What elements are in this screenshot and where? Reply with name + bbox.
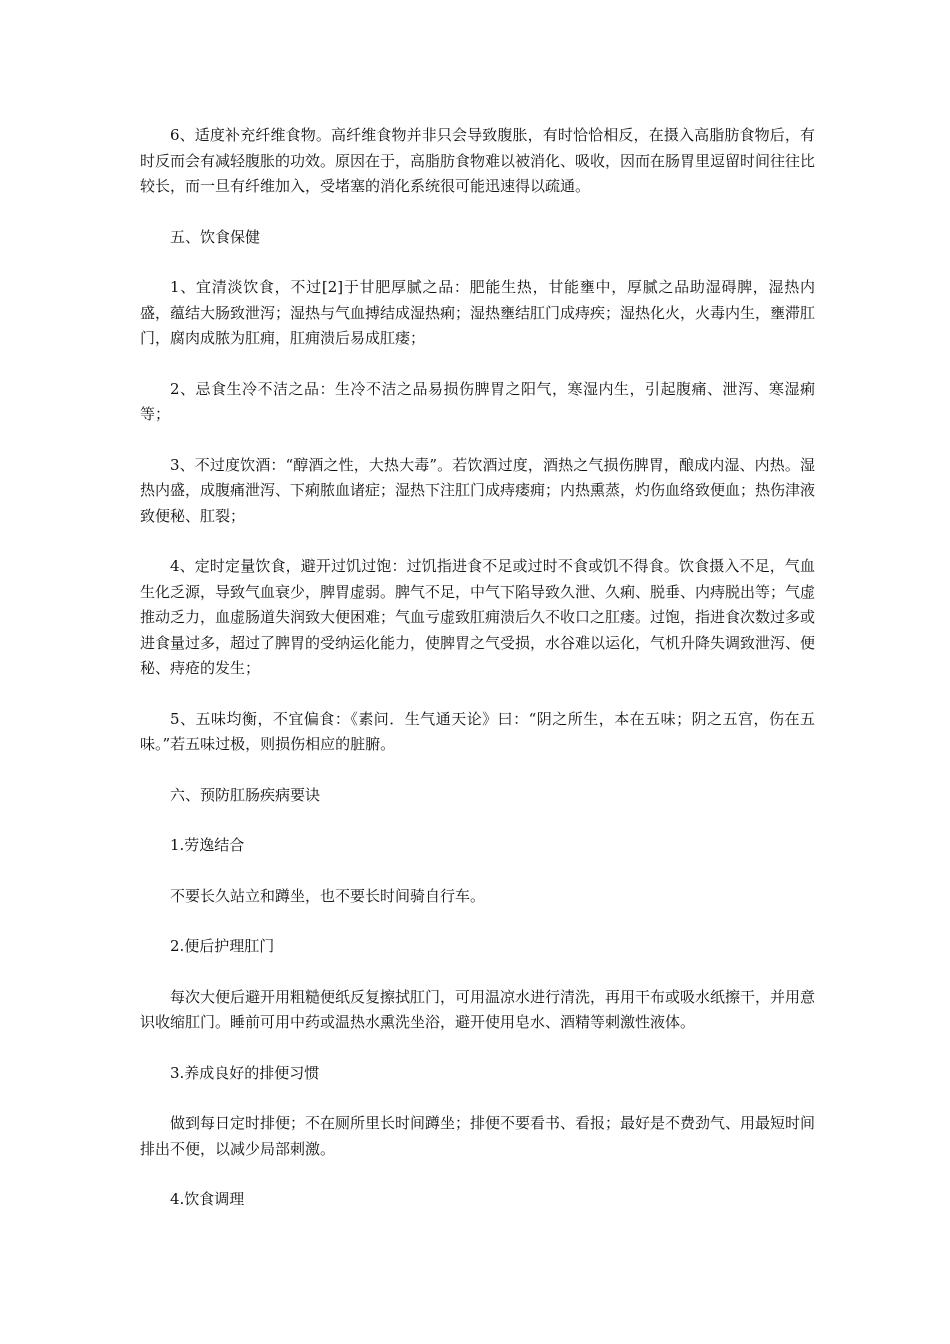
paragraph-light-diet: 1、宜清淡饮食，不过[2]于甘肥厚腻之品：肥能生热，甘能壅中，厚腻之品助湿碍脾，湿热内盛，蕴结大肠致泄泻；湿热与气血搏结成湿热痢；湿热壅结肛门成痔疾；湿热化火，火毒内生，壅滞肛门，腐肉成脓为肛痈，肛痈溃后易成肛瘘； bbox=[140, 278, 816, 347]
document-body bbox=[140, 123, 815, 1238]
subheading-anal-care: 2.便后护理肛门 bbox=[170, 937, 275, 955]
subheading-diet-regulation: 4.饮食调理 bbox=[170, 1190, 245, 1208]
paragraph-regular-meals: 4、定时定量饮食，避开过饥过饱：过饥指进食不足或过时不食或饥不得食。饮食摄入不足，气血生化乏源，导致气血衰少，脾胃虚弱。脾气不足，中气下陷导致久泄、久痢、脱垂、内痔脱出等；气虚推动乏力，血虚肠道失润致大便困难；气血亏虚致肛痈溃后久不收口之肛瘘。过饱，指进食次数过多或进食量过多，超过了脾胃的受纳运化能力，使脾胃之气受损，水谷难以运化，气机升降失调致泄泻、便秘、痔疮的发生； bbox=[140, 557, 816, 677]
subheading-work-rest: 1.劳逸结合 bbox=[170, 836, 245, 854]
paragraph-fiber-food: 6、适度补充纤维食物。高纤维食物并非只会导致腹胀，有时恰恰相反，在摄入高脂肪食物后，有时反而会有减轻腹胀的功效。原因在于，高脂肪食物难以被消化、吸收，因而在肠胃里逗留时间往往比较长，而一旦有纤维加入，受堵塞的消化系统很可能迅速得以疏通。 bbox=[140, 126, 816, 195]
paragraph-bowel-habits: 做到每日定时排便；不在厕所里长时间蹲坐；排便不要看书、看报；最好是不费劲气、用最短时间排出不便，以减少局部刺激。 bbox=[140, 1114, 816, 1158]
paragraph-work-rest: 不要长久站立和蹲坐，也不要长时间骑自行车。 bbox=[170, 886, 486, 905]
paragraph-anal-care: 每次大便后避开用粗糙便纸反复擦拭肛门，可用温凉水进行清洗，再用干布或吸水纸擦干，并用意识收缩肛门。睡前可用中药或温热水熏洗坐浴，避开使用皂水、酒精等刺激性液体。 bbox=[140, 987, 816, 1031]
subheading-bowel-habits: 3.养成良好的排便习惯 bbox=[170, 1063, 320, 1082]
section-heading-diet-care: 五、饮食保健 bbox=[170, 227, 261, 246]
paragraph-avoid-cold-food: 2、忌食生冷不洁之品：生冷不洁之品易损伤脾胃之阳气，寒湿内生，引起腹痛、泄泻、寒湿痢等； bbox=[140, 379, 815, 423]
section-heading-prevention: 六、预防肛肠疾病要诀 bbox=[170, 785, 321, 804]
paragraph-five-flavors: 5、五味均衡，不宜偏食：《素问．生气通天论》曰：“阴之所生，本在五味；阴之五宫，伤在五味。”若五味过极，则损伤相应的脏腑。 bbox=[140, 709, 815, 753]
paragraph-alcohol: 3、不过度饮酒：“醇酒之性，大热大毒”。若饮酒过度，酒热之气损伤脾胃，酿成内湿、内热。湿热内盛，成腹痛泄泻、下痢脓血诸症；湿热下注肛门成痔瘘痈；内热熏蒸，灼伤血络致便血；热伤津液致便秘、肛裂； bbox=[140, 455, 816, 525]
